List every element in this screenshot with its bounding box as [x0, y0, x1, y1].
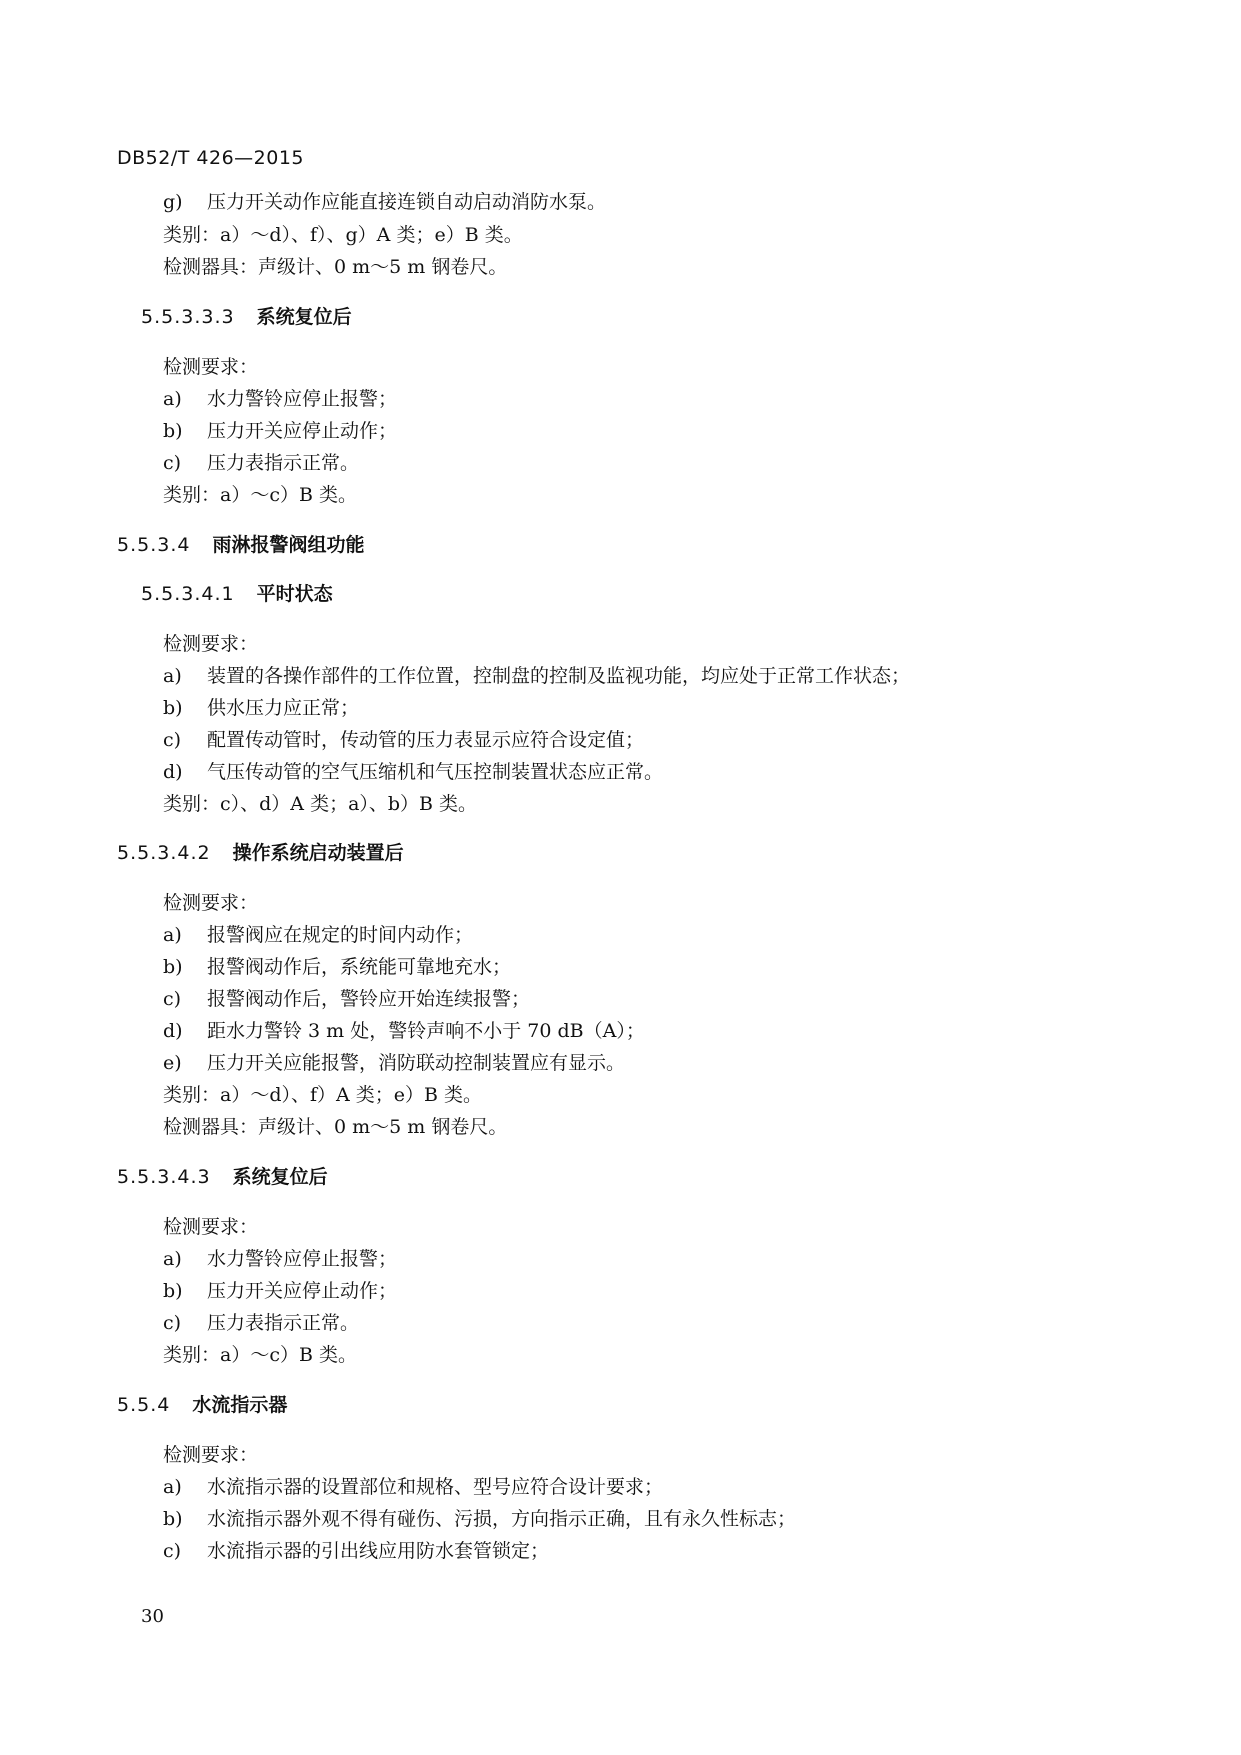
list-item: [163, 1051, 625, 1075]
list-item: [163, 923, 473, 947]
list-item-text: 气压传动管的空气压缩机和气压控制装置状态应正常。: [207, 761, 664, 783]
paragraph: 类别：a）～c）B 类。: [163, 1344, 357, 1366]
list-item: [163, 1019, 645, 1043]
list-item-text: 报警阀动作后，警铃应开始连续报警；: [207, 988, 531, 1010]
list-item-text: 水流指示器的设置部位和规格、型号应符合设计要求；: [207, 1476, 664, 1498]
list-item-text: 水流指示器的引出线应用防水套管锁定；: [207, 1540, 550, 1562]
section-number: 5.5.3.4: [117, 534, 191, 556]
list-item: [163, 1279, 397, 1303]
list-item-label: a): [163, 388, 182, 410]
list-item: [163, 1539, 549, 1563]
page-number: 30: [141, 1606, 164, 1627]
list-item-text: 压力表指示正常。: [207, 1312, 360, 1334]
list-item-label: b): [163, 697, 183, 719]
section-heading: [117, 1393, 287, 1417]
list-item-label: c): [163, 1312, 182, 1334]
list-item: [163, 728, 644, 752]
list-item-text: 供水压力应正常；: [207, 697, 360, 719]
list-item-label: c): [163, 988, 182, 1010]
list-item-label: c): [163, 452, 182, 474]
section-number: 5.5.4: [117, 1394, 171, 1416]
list-item-label: c): [163, 1540, 182, 1562]
paragraph: 类别：c）、d）A 类；a）、b）B 类。: [163, 793, 478, 815]
list-item: [163, 1311, 359, 1335]
list-item-text: 压力开关应能报警，消防联动控制装置应有显示。: [207, 1052, 626, 1074]
document-code: DB52/T 426—2015: [117, 147, 305, 169]
section-number: 5.5.3.4.3: [117, 1166, 211, 1188]
list-item: [163, 190, 606, 214]
paragraph: 检测要求：: [163, 1216, 259, 1238]
list-item: [163, 419, 397, 443]
list-item: [163, 696, 359, 720]
list-item-label: b): [163, 956, 183, 978]
list-item-label: e): [163, 1052, 182, 1074]
list-item-text: 报警阀动作后，系统能可靠地充水；: [207, 956, 512, 978]
section-title: 雨淋报警阀组功能: [212, 534, 365, 556]
list-item-text: 配置传动管时，传动管的压力表显示应符合设定值；: [207, 729, 645, 751]
paragraph: 检测要求：: [163, 356, 259, 378]
list-item-text: 报警阀应在规定的时间内动作；: [207, 924, 474, 946]
list-item-text: 水力警铃应停止报警；: [207, 1248, 398, 1270]
section-heading: [141, 305, 352, 329]
list-item-label: b): [163, 420, 183, 442]
section-title: 水流指示器: [192, 1394, 288, 1416]
list-item-label: c): [163, 729, 182, 751]
section-title: 系统复位后: [256, 306, 352, 328]
list-item-text: 压力开关应停止动作；: [207, 1280, 398, 1302]
list-item: [163, 955, 511, 979]
list-item: [163, 1247, 397, 1271]
list-item-label: d): [163, 761, 183, 783]
section-title: 操作系统启动装置后: [232, 842, 404, 864]
list-item-label: b): [163, 1280, 183, 1302]
list-item-label: g): [163, 191, 183, 213]
list-item-label: a): [163, 924, 182, 946]
list-item-label: b): [163, 1508, 183, 1530]
list-item-text: 装置的各操作部件的工作位置，控制盘的控制及监视功能，均应处于正常工作状态；: [207, 665, 911, 687]
list-item-text: 压力开关应停止动作；: [207, 420, 398, 442]
paragraph: 类别：a）～d）、f）A 类；e）B 类。: [163, 1084, 483, 1106]
section-heading: [117, 533, 365, 557]
list-item: [163, 1507, 796, 1531]
list-item: [163, 451, 359, 475]
list-item: [163, 987, 530, 1011]
list-item: [163, 387, 397, 411]
section-heading: [117, 1165, 328, 1189]
section-heading: [141, 582, 333, 606]
section-number: 5.5.3.4.2: [117, 842, 211, 864]
section-number: 5.5.3.4.1: [141, 583, 235, 605]
list-item-text: 压力表指示正常。: [207, 452, 360, 474]
list-item-label: d): [163, 1020, 183, 1042]
list-item-text: 水流指示器外观不得有碰伤、污损，方向指示正确，且有永久性标志；: [207, 1508, 797, 1530]
list-item: [163, 760, 663, 784]
paragraph: 类别：a）～d）、f）、g）A 类；e）B 类。: [163, 224, 523, 246]
paragraph: 类别：a）～c）B 类。: [163, 484, 357, 506]
list-item-text: 压力开关动作应能直接连锁自动启动消防水泵。: [207, 191, 607, 213]
paragraph: 检测要求：: [163, 1444, 259, 1466]
section-heading: [117, 841, 404, 865]
paragraph: 检测要求：: [163, 892, 259, 914]
list-item: [163, 664, 910, 688]
section-title: 平时状态: [256, 583, 333, 605]
paragraph: 检测器具：声级计、0 m～5 m 钢卷尺。: [163, 256, 508, 278]
list-item-label: a): [163, 1248, 182, 1270]
paragraph: 检测要求：: [163, 633, 259, 655]
list-item-label: a): [163, 1476, 182, 1498]
paragraph: 检测器具：声级计、0 m～5 m 钢卷尺。: [163, 1116, 508, 1138]
list-item-text: 水力警铃应停止报警；: [207, 388, 398, 410]
list-item-label: a): [163, 665, 182, 687]
list-item: [163, 1475, 663, 1499]
section-number: 5.5.3.3.3: [141, 306, 235, 328]
section-title: 系统复位后: [232, 1166, 328, 1188]
list-item-text: 距水力警铃 3 m 处，警铃声响不小于 70 dB（A）；: [207, 1020, 645, 1042]
